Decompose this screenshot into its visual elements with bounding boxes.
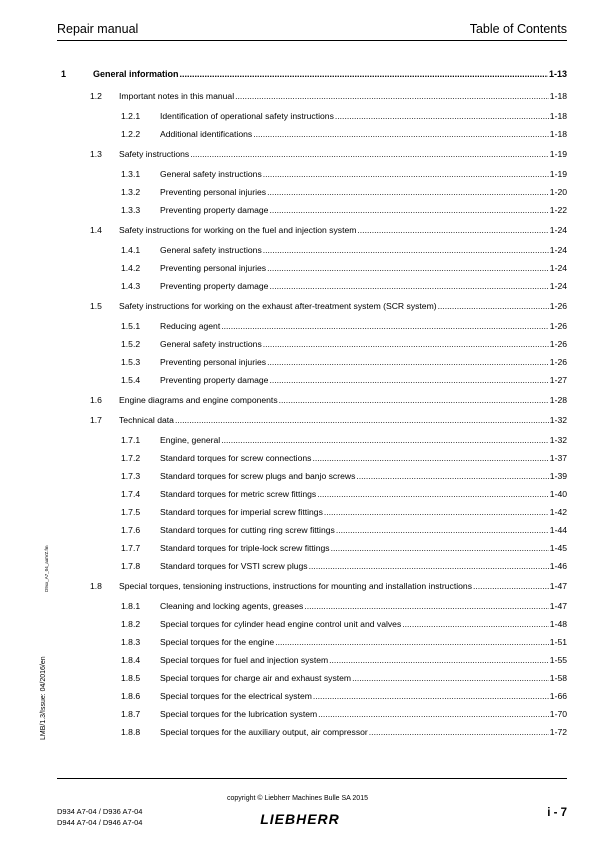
toc-entry-title: Identification of operational safety instructions (160, 111, 334, 121)
toc-dot-leader (190, 146, 549, 162)
toc-dot-leader (221, 432, 549, 448)
toc-entry-title: Standard torques for imperial screw fittings (160, 507, 323, 517)
toc-entry-number: 1.3.3 (121, 205, 141, 215)
toc-entry-title: Special torques for the engine (160, 637, 275, 647)
toc-dot-leader (175, 412, 549, 428)
toc-dot-leader (269, 202, 548, 218)
logo-wordmark: LIEBHERR (260, 811, 340, 827)
toc-entry-line (160, 336, 567, 352)
toc-entry-number: 1.7 (90, 415, 102, 425)
copyright: copyright © Liebherr Machines Bulle SA 2015 (227, 795, 368, 802)
toc-entry-level-3[interactable] (57, 166, 567, 182)
toc-entry-line (160, 184, 567, 200)
toc-entry-level-3[interactable] (57, 486, 567, 502)
models-line-1: D934 A7-04 / D936 A7-04 (57, 807, 143, 816)
toc-entry-level-2[interactable] (57, 578, 567, 594)
model-list (57, 806, 142, 828)
toc-entry-number: 1.3.1 (121, 169, 141, 179)
toc-entry-number: 1.2.2 (121, 129, 141, 139)
toc-entry-line (119, 412, 567, 428)
toc-entry-number: 1.2.1 (121, 111, 141, 121)
toc-entry-title: Additional identifications (160, 129, 253, 139)
toc-dot-leader (352, 670, 549, 686)
toc-entry-line (160, 634, 567, 650)
toc-entry-level-3[interactable] (57, 184, 567, 200)
toc-entry-number: 1.8.1 (121, 601, 141, 611)
toc-entry-level-3[interactable] (57, 260, 567, 276)
toc-entry-number: 1.7.6 (121, 525, 141, 535)
toc-entry-level-3[interactable] (57, 558, 567, 574)
toc-entry-page: 1-24 (549, 225, 567, 235)
toc-entry-page: 1-26 (549, 321, 567, 331)
toc-entry-line (160, 706, 567, 722)
toc-entry-number: 1.8.6 (121, 691, 141, 701)
toc-entry-level-2[interactable] (57, 88, 567, 104)
toc-entry-level-3[interactable] (57, 372, 567, 388)
toc-entry-page: 1-47 (549, 581, 567, 591)
toc-dot-leader (267, 184, 549, 200)
toc-entry-page: 1-24 (549, 245, 567, 255)
header-left: Repair manual (57, 22, 139, 36)
toc-entry-level-3[interactable] (57, 126, 567, 142)
toc-entry-line (119, 146, 567, 162)
toc-entry-line (119, 298, 567, 314)
toc-entry-title: Cleaning and locking agents, greases (160, 601, 304, 611)
toc-dot-leader (473, 578, 549, 594)
toc-entry-number: 1.7.1 (121, 435, 141, 445)
toc-entry-line (119, 578, 567, 594)
toc-entry-line (160, 616, 567, 632)
toc-entry-number: 1.5.2 (121, 339, 141, 349)
toc-entry-level-3[interactable] (57, 724, 567, 740)
toc-entry-level-3[interactable] (57, 450, 567, 466)
toc-dot-leader (318, 706, 549, 722)
toc-entry-line (119, 222, 567, 238)
toc-entry-level-2[interactable] (57, 298, 567, 314)
toc-entry-page: 1-24 (549, 281, 567, 291)
toc-entry-level-3[interactable] (57, 468, 567, 484)
toc-entry-page: 1-44 (549, 525, 567, 535)
toc-entry-line (160, 242, 567, 258)
toc-entry-page: 1-51 (549, 637, 567, 647)
toc-entry-level-3[interactable] (57, 670, 567, 686)
toc-entry-title: Special torques for fuel and injection system (160, 655, 329, 665)
toc-dot-leader (309, 558, 549, 574)
toc-entry-number: 1.3 (90, 149, 102, 159)
toc-entry-page: 1-48 (549, 619, 567, 629)
toc-dot-leader (304, 598, 548, 614)
toc-entry-page: 1-46 (549, 561, 567, 571)
toc-entry-line (160, 504, 567, 520)
toc-entry-line (160, 202, 567, 218)
toc-entry-page: 1-28 (549, 395, 567, 405)
toc-entry-page: 1-58 (549, 673, 567, 683)
toc-entry-title: Preventing property damage (160, 281, 269, 291)
toc-entry-title: Standard torques for metric screw fittings (160, 489, 317, 499)
toc-entry-page: 1-55 (549, 655, 567, 665)
toc-entry-level-3[interactable] (57, 336, 567, 352)
toc-dot-leader (235, 88, 549, 104)
toc-entry-line (160, 450, 567, 466)
toc-entry-number: 1.8.5 (121, 673, 141, 683)
toc-entry-line (160, 432, 567, 448)
toc-entry-number: 1.7.8 (121, 561, 141, 571)
toc-dot-leader (180, 66, 548, 82)
toc-entry-level-3[interactable] (57, 706, 567, 722)
toc-entry-title: Preventing property damage (160, 205, 269, 215)
toc-entry-number: 1.7.4 (121, 489, 141, 499)
toc-entry-level-3[interactable] (57, 108, 567, 124)
header-rule (57, 40, 567, 41)
toc-entry-number: 1.8.3 (121, 637, 141, 647)
toc-entry-line (160, 652, 567, 668)
toc-dot-leader (221, 318, 549, 334)
toc-entry-page: 1-20 (549, 187, 567, 197)
toc-entry-page: 1-32 (549, 435, 567, 445)
toc-entry-number: 1.8.8 (121, 727, 141, 737)
page-number: i - 7 (547, 807, 567, 819)
toc-dot-leader (313, 688, 549, 704)
toc-entry-page: 1-26 (549, 357, 567, 367)
toc-dot-leader (263, 336, 549, 352)
toc-entry-title: General safety instructions (160, 245, 262, 255)
toc-dot-leader (312, 450, 548, 466)
toc-entry-level-3[interactable] (57, 688, 567, 704)
toc-entry-title: Special torques, tensioning instructions, instructions for mounting and installation instructions (119, 581, 473, 591)
toc-entry-number: 1.7.5 (121, 507, 141, 517)
toc-dot-leader (369, 724, 549, 740)
toc-entry-title: Special torques for the lubrication system (160, 709, 318, 719)
toc-entry-level-3[interactable] (57, 634, 567, 650)
toc-entry-page: 1-13 (548, 69, 567, 79)
toc-entry-page: 1-26 (549, 339, 567, 349)
toc-entry-title: Special torques for the electrical system (160, 691, 312, 701)
toc-entry-title: General safety instructions (160, 169, 262, 179)
toc-entry-title: Preventing personal injuries (160, 357, 267, 367)
toc-entry-level-3[interactable] (57, 278, 567, 294)
side-issue-label: LMB/1.3/Issue: 04/2016/en (40, 656, 47, 740)
toc-entry-line (160, 468, 567, 484)
toc-entry-line (160, 372, 567, 388)
footer-rule (57, 778, 567, 779)
toc-dot-leader (267, 354, 549, 370)
toc-dot-leader (263, 242, 549, 258)
toc-dot-leader (329, 652, 549, 668)
toc-entry-page: 1-18 (549, 91, 567, 101)
toc-entry-line (119, 88, 567, 104)
toc-entry-page: 1-24 (549, 263, 567, 273)
toc-entry-number: 1.3.2 (121, 187, 141, 197)
toc-entry-level-3[interactable] (57, 522, 567, 538)
toc-entry-page: 1-26 (549, 301, 567, 311)
toc-dot-leader (331, 540, 549, 556)
toc-entry-level-3[interactable] (57, 202, 567, 218)
toc-entry-page: 1-70 (549, 709, 567, 719)
toc-entry-page: 1-18 (549, 111, 567, 121)
toc-entry-page: 1-66 (549, 691, 567, 701)
toc-entry-title: Safety instructions for working on the exhaust after-treatment system (SCR system) (119, 301, 437, 311)
toc-entry-line (160, 598, 567, 614)
toc-entry-level-3[interactable] (57, 504, 567, 520)
toc-entry-page: 1-47 (549, 601, 567, 611)
toc-entry-number: 1.7.7 (121, 543, 141, 553)
toc-entry-title: Reducing agent (160, 321, 221, 331)
toc-entry-level-3[interactable] (57, 242, 567, 258)
toc-dot-leader (269, 372, 548, 388)
toc-entry-number: 1.5.1 (121, 321, 141, 331)
toc-entry-title: Standard torques for screw connections (160, 453, 312, 463)
toc-entry-number: 1.8.2 (121, 619, 141, 629)
toc-entry-page: 1-72 (549, 727, 567, 737)
toc-entry-title: Preventing property damage (160, 375, 269, 385)
toc-entry-number: 1 (61, 69, 67, 79)
toc-entry-line (160, 260, 567, 276)
toc-entry-level-2[interactable] (57, 392, 567, 408)
toc-dot-leader (279, 392, 549, 408)
toc-entry-title: Special torques for charge air and exhaust system (160, 673, 352, 683)
toc-entry-number: 1.4.2 (121, 263, 141, 273)
toc-entry-line (119, 392, 567, 408)
side-file-label: D9xx_A7_04_aaIVZ.fm (44, 545, 49, 592)
toc-entry-title: Engine, general (160, 435, 221, 445)
toc-entry-page: 1-19 (549, 169, 567, 179)
toc-entry-title: Standard torques for cutting ring screw fittings (160, 525, 335, 535)
toc-entry-page: 1-39 (549, 471, 567, 481)
toc-entry-page: 1-27 (549, 375, 567, 385)
toc-entry-number: 1.5.3 (121, 357, 141, 367)
toc-entry-page: 1-42 (549, 507, 567, 517)
toc-entry-line (160, 354, 567, 370)
toc-entry-page: 1-19 (549, 149, 567, 159)
toc-entry-title: Standard torques for VSTI screw plugs (160, 561, 308, 571)
toc-entry-page: 1-37 (549, 453, 567, 463)
toc-dot-leader (402, 616, 549, 632)
toc-entry-level-3[interactable] (57, 598, 567, 614)
toc-entry-title: Important notes in this manual (119, 91, 235, 101)
toc-entry-line (160, 558, 567, 574)
toc-entry-level-3[interactable] (57, 354, 567, 370)
models-line-2: D944 A7-04 / D946 A7-04 (57, 818, 143, 827)
toc-entry-title: General safety instructions (160, 339, 262, 349)
toc-dot-leader (263, 166, 549, 182)
toc-entry-level-3[interactable] (57, 318, 567, 334)
liebherr-logo (250, 811, 350, 827)
toc-entry-title: Standard torques for triple-lock screw fittings (160, 543, 330, 553)
toc-entry-number: 1.8.4 (121, 655, 141, 665)
toc-entry-title: Preventing personal injuries (160, 187, 267, 197)
toc-entry-level-3[interactable] (57, 540, 567, 556)
toc-entry-line (160, 688, 567, 704)
toc-entry-line (160, 318, 567, 334)
toc-dot-leader (356, 468, 548, 484)
toc-entry-number: 1.7.2 (121, 453, 141, 463)
toc-entry-number: 1.5 (90, 301, 102, 311)
toc-dot-leader (335, 108, 549, 124)
toc-entry-level-1[interactable] (57, 66, 567, 82)
toc-entry-line (93, 66, 567, 82)
toc-entry-level-2[interactable] (57, 146, 567, 162)
toc-entry-number: 1.4 (90, 225, 102, 235)
toc-entry-line (160, 166, 567, 182)
toc-entry-level-3[interactable] (57, 652, 567, 668)
toc-entry-level-3[interactable] (57, 616, 567, 632)
toc-entry-level-3[interactable] (57, 432, 567, 448)
toc-entry-page: 1-18 (549, 129, 567, 139)
toc-entry-title: Standard torques for screw plugs and banjo screws (160, 471, 356, 481)
toc-entry-line (160, 724, 567, 740)
toc-entry-title: Technical data (119, 415, 174, 425)
toc-entry-level-2[interactable] (57, 222, 567, 238)
toc-dot-leader (317, 486, 549, 502)
toc-entry-number: 1.8 (90, 581, 102, 591)
toc-entry-title: Special torques for cylinder head engine control unit and valves (160, 619, 402, 629)
toc-entry-line (160, 108, 567, 124)
toc-entry-title: Safety instructions (119, 149, 190, 159)
toc-entry-line (160, 670, 567, 686)
toc-entry-page: 1-40 (549, 489, 567, 499)
toc-entry-number: 1.2 (90, 91, 102, 101)
toc-entry-number: 1.8.7 (121, 709, 141, 719)
toc-entry-title: Safety instructions for working on the fuel and injection system (119, 225, 357, 235)
toc-entry-line (160, 522, 567, 538)
toc-entry-level-2[interactable] (57, 412, 567, 428)
toc-entry-title: General information (93, 69, 179, 79)
toc-dot-leader (324, 504, 549, 520)
toc-dot-leader (275, 634, 549, 650)
toc-dot-leader (438, 298, 549, 314)
toc-entry-title: Special torques for the auxiliary output, air compressor (160, 727, 368, 737)
toc-entry-line (160, 486, 567, 502)
toc-entry-title: Preventing personal injuries (160, 263, 267, 273)
toc-dot-leader (336, 522, 549, 538)
toc-entry-number: 1.7.3 (121, 471, 141, 481)
toc-entry-number: 1.6 (90, 395, 102, 405)
toc-dot-leader (269, 278, 548, 294)
toc-dot-leader (357, 222, 548, 238)
toc-entry-line (160, 278, 567, 294)
toc-dot-leader (267, 260, 549, 276)
toc-entry-number: 1.5.4 (121, 375, 141, 385)
toc-entry-line (160, 126, 567, 142)
toc-entry-page: 1-22 (549, 205, 567, 215)
toc-entry-number: 1.4.3 (121, 281, 141, 291)
toc-entry-line (160, 540, 567, 556)
toc-entry-number: 1.4.1 (121, 245, 141, 255)
header-right: Table of Contents (469, 22, 567, 36)
toc-dot-leader (253, 126, 549, 142)
toc-entry-page: 1-32 (549, 415, 567, 425)
toc-entry-page: 1-45 (549, 543, 567, 553)
toc-entry-title: Engine diagrams and engine components (119, 395, 278, 405)
